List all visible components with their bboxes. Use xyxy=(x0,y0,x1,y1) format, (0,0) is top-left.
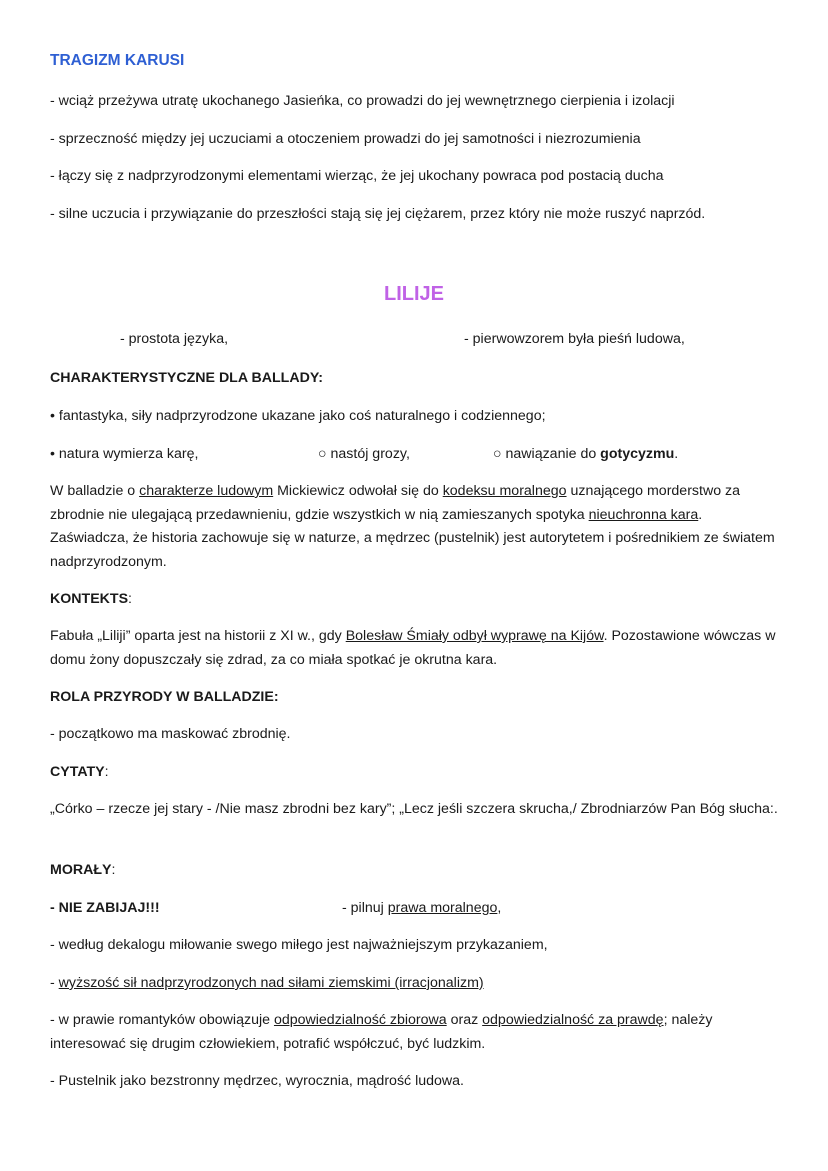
karusi-title: TRAGIZM KARUSI xyxy=(50,52,185,69)
p1-t3: uznającego morderstwo za zbrodnie nie ulegającą przedawnieniu, gdzie wszystkich w nią zamieszanych spotyka xyxy=(50,483,741,523)
ballad-heading: CHARAKTERYSTYCZNE DLA BALLADY: xyxy=(50,370,323,386)
lilije-paragraph-1 xyxy=(50,480,780,574)
rola-heading: ROLA PRZYRODY W BALLADZIE: xyxy=(50,689,279,705)
r-t1: - w prawie romantyków obowiązuje xyxy=(50,1012,274,1028)
romantycy-paragraph xyxy=(50,1009,780,1056)
k-t2: . Pozostawione wówczas w domu żony dopuszczały się zdrad, za co miała spotkać je okrutna kara. xyxy=(50,628,776,668)
cytaty-text: „Córko – rzecze jej stary - /Nie masz zbrodni bez kary”; „Lecz jeśli szczera skrucha,/ Zbrodniarzów Pan Bóg słucha:. xyxy=(50,801,778,817)
karusi-item-4: - silne uczucia i przywiązanie do przeszłości stają się jej ciężarem, przez który nie może ruszyć naprzód. xyxy=(50,206,706,222)
cytaty-heading-text: CYTATY xyxy=(50,764,105,780)
cytaty-colon: : xyxy=(104,764,109,780)
rola-item: - początkowo ma maskować zbrodnię. xyxy=(50,726,291,742)
k-t1: Fabuła „Liliji” oparta jest na historii z XI w., gdy xyxy=(50,628,346,644)
r-t2: oraz xyxy=(446,1012,483,1028)
kontekst-heading-text: KONTEKTS xyxy=(50,591,129,607)
p1-t2: Mickiewicz odwołał się do xyxy=(273,483,443,499)
nie-zabijaj: - NIE ZABIJAJ!!! xyxy=(50,900,160,916)
p1-u2: kodeksu moralnego xyxy=(442,483,567,499)
karusi-item-3: - łączy się z nadprzyrodzonymi elementami wierząc, że jej ukochany powraca pod postacią ducha xyxy=(50,168,664,184)
ballad-bullet-1: • fantastyka, siły nadprzyrodzone ukazane jako coś naturalnego i codziennego; xyxy=(50,408,546,424)
k-u1: Bolesław Śmiały odbył wyprawę na Kijów xyxy=(345,628,604,644)
bullet-2c-text: ○ nawiązanie do xyxy=(493,446,601,462)
ballad-bullet-2b: ○ nastój grozy, xyxy=(318,446,410,462)
kontekst-colon: : xyxy=(128,591,132,607)
dekalog-item: - według dekalogu miłowanie swego miłego jest najważniejszym przykazaniem, xyxy=(50,937,548,953)
p1-t1: W balladzie o xyxy=(50,483,140,499)
lilije-title: LILIJE xyxy=(383,283,444,305)
r-u1: odpowiedzialność zbiorowa xyxy=(273,1012,447,1028)
moraly-heading xyxy=(50,859,115,882)
kontekst-paragraph xyxy=(50,625,780,672)
p1-u3: nieuchronna kara xyxy=(588,506,699,523)
bullet-2c-period: . xyxy=(674,446,679,462)
moraly-colon: : xyxy=(111,862,116,878)
karusi-item-1: - wciąż przeżywa utratę ukochanego Jasieńka, co prowadzi do jej wewnętrznego cierpienia i izolacji xyxy=(50,93,675,109)
gotycyzm-term: gotycyzmu xyxy=(600,446,675,462)
pustelnik-item: - Pustelnik jako bezstronny mędrzec, wyrocznia, mądrość ludowa. xyxy=(50,1073,464,1089)
wyzszosc-item xyxy=(50,972,484,995)
cytaty-heading xyxy=(50,761,109,784)
p1-t4: . Zaświadcza, że historia zachowuje się w naturze, a mędrzec (pustelnik) jest autorytetem i pośrednikiem ze światem nadprzyrodzonym. xyxy=(50,506,775,570)
pilnuj-u: prawa moralnego xyxy=(387,900,498,916)
wyzszosc-pre: - xyxy=(50,975,59,991)
moraly-heading-text: MORAŁY xyxy=(50,862,112,878)
ballad-bullet-2a: • natura wymierza karę, xyxy=(50,446,199,462)
ballad-bullet-2c xyxy=(493,443,678,466)
p1-u1: charakterze ludowym xyxy=(139,483,274,499)
karusi-item-2: - sprzeczność między jej uczuciami a otoczeniem prowadzi do jej samotności i niezrozumienia xyxy=(50,131,641,147)
r-t3: ; należy interesować się drugim człowiekiem, potrafić współczuć, być ludzkim. xyxy=(50,1012,713,1052)
wyzszosc-u: wyższość sił nadprzyrodzonych nad siłami ziemskimi (irracjonalizm) xyxy=(58,975,484,991)
pilnuj-pre: - pilnuj xyxy=(342,900,388,916)
pilnuj-prawa xyxy=(342,897,501,920)
lilije-top-left: - prostota języka, xyxy=(120,331,229,347)
lilije-top-right: - pierwowzorem była pieśń ludowa, xyxy=(464,331,685,347)
kontekst-heading xyxy=(50,588,132,611)
r-u2: odpowiedzialność za prawdę xyxy=(482,1012,664,1028)
pilnuj-post: , xyxy=(497,900,502,916)
